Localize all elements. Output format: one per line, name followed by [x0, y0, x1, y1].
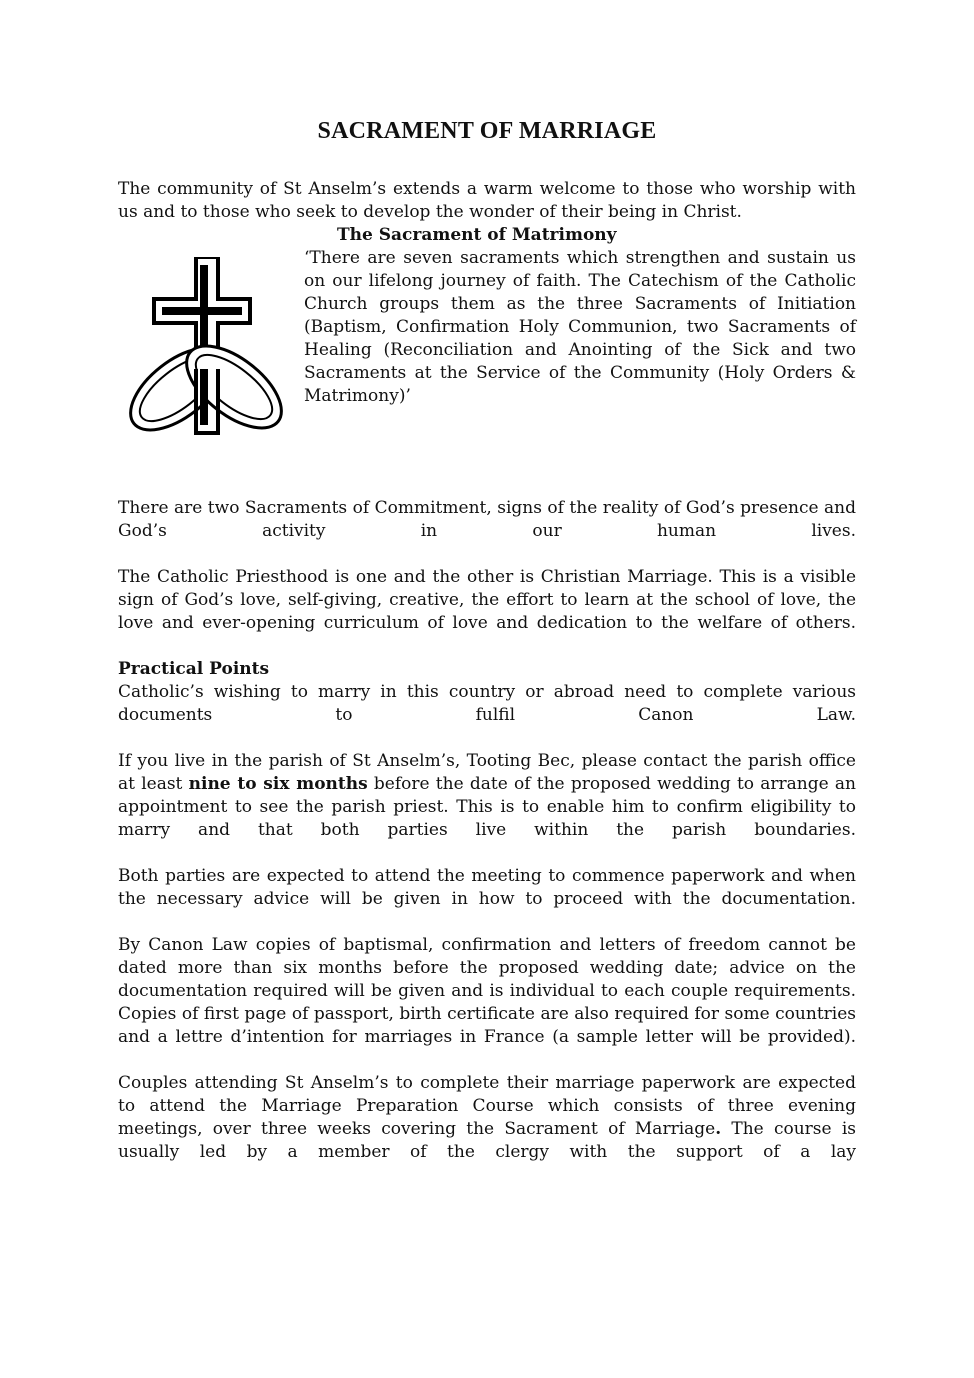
- course-paragraph: [118, 1072, 856, 1164]
- canon-law-paragraph: By Canon Law copies of baptismal, confirmation and letters of freedom cannot be dated more than six months before the proposed wedding date; advice on the documentation required will be given and is individual to each couple requirements. Copies of first page of passport, birth certificate are also required for some countries and a lettre d’intention for marriages in France (a sample letter will be provided).: [118, 935, 856, 1047]
- timeframe-emphasis: nine to six months: [188, 774, 368, 794]
- documents-paragraph: Catholic’s wishing to marry in this country or abroad need to complete various documents to fulfil Canon Law.: [118, 682, 856, 725]
- course-text-start: Couples attending St Anselm’s to complete their marriage paperwork are expected to attend the Marriage Preparation Course which consists of three evening meetings, over three weeks covering the Sacrament of Marriage: [118, 1073, 856, 1139]
- intro-paragraph: The community of St Anselm’s extends a warm welcome to those who worship with us and to those who seek to develop the wonder of their being in Christ.: [118, 179, 856, 222]
- priesthood-paragraph: The Catholic Priesthood is one and the other is Christian Marriage. This is a visible sign of God’s love, self-giving, creative, the effort to learn at the school of love, the love and ever-opening curriculum of love and dedication to the welfare of others.: [118, 567, 856, 633]
- page-title: SACRAMENT OF MARRIAGE: [317, 118, 657, 144]
- contact-text-end: before the date of the proposed wedding to arrange an appointment to see the parish priest. This is to enable him to confirm eligibility to marry and that both parties live within the parish boundaries.: [118, 774, 856, 840]
- commitment-paragraph: There are two Sacraments of Commitment, signs of the reality of God’s presence and God’s activity in our human lives.: [118, 498, 856, 541]
- meeting-paragraph: Both parties are expected to attend the meeting to commence paperwork and when the necessary advice will be given in how to proceed with the documentation.: [118, 866, 856, 909]
- contact-paragraph: [118, 750, 856, 842]
- matrimony-heading: The Sacrament of Matrimony: [337, 225, 617, 245]
- course-bold-mark: .: [715, 1119, 722, 1139]
- course-text-end: The course is usually led by a member of the clergy with the support of a lay: [118, 1119, 857, 1162]
- catechism-quote: ‘There are seven sacraments which strengthen and sustain us on our lifelong journey of faith. The Catechism of the Catholic Church groups them as the three Sacraments of Initiation (Baptism, Confirmation Holy Communion, two Sacraments of Healing (Reconciliation and Anointing of the Sick and two Sacraments at the Service of the Community (Holy Orders & Matrimony)’: [304, 248, 856, 406]
- document-body: [118, 178, 856, 1164]
- sacrament-section: [118, 247, 856, 474]
- cross-and-wedding-rings-icon: [120, 257, 292, 439]
- practical-points-heading: Practical Points: [118, 659, 270, 679]
- contact-text-start: If you live in the parish of St Anselm’s, Tooting Bec, please contact the parish office at least: [118, 751, 856, 794]
